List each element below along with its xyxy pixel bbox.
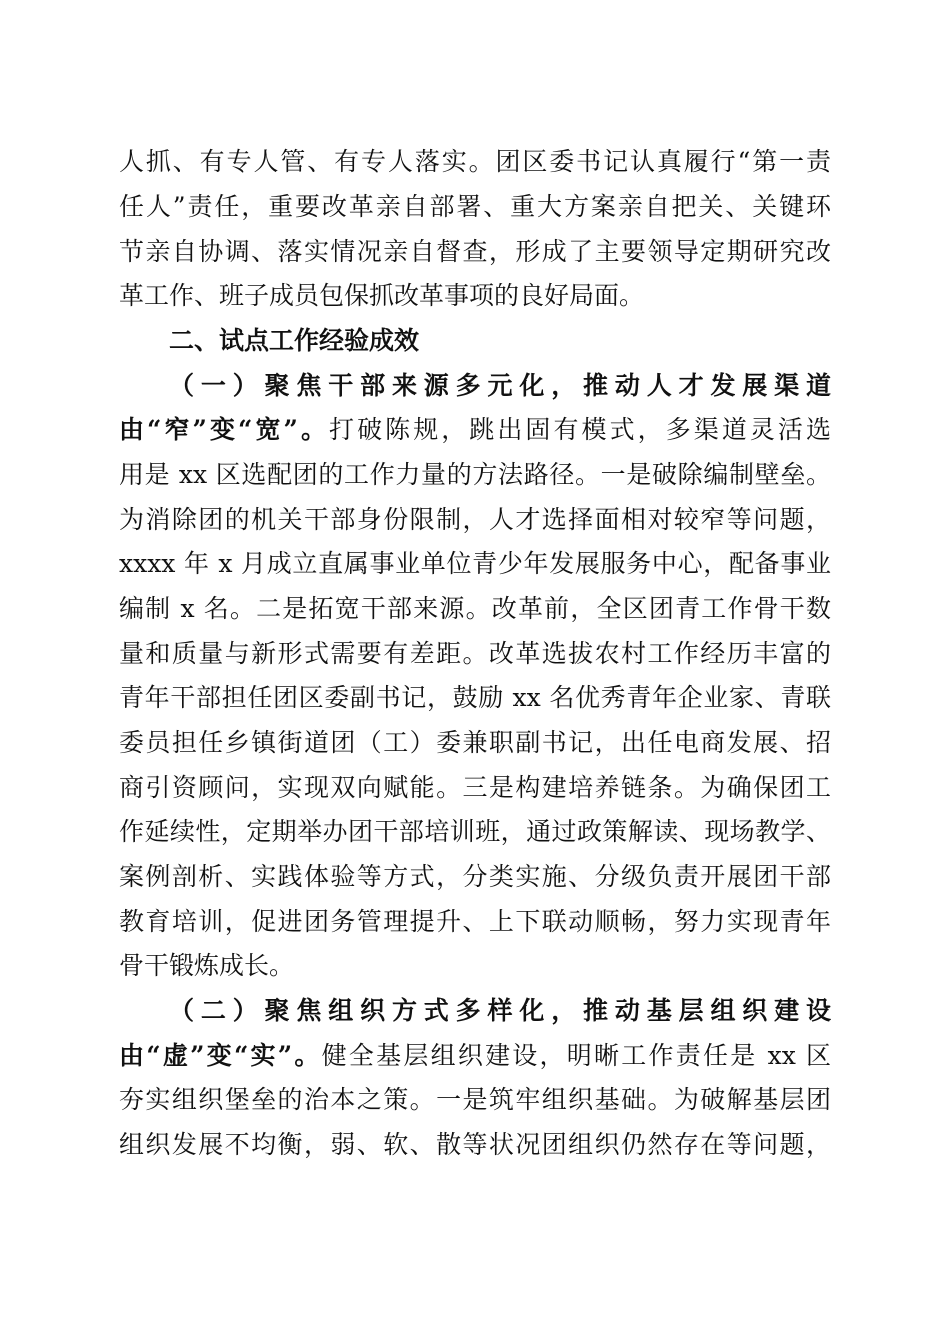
section1-line-8: 青年干部担任团区委副书记，鼓励 xx 名优秀青年企业家、青联 bbox=[119, 683, 831, 712]
section1-line-9: 委员担任乡镇街道团（工）委兼职副书记，出任电商发展、招 bbox=[119, 728, 831, 757]
section1-line-2 bbox=[119, 410, 831, 450]
section1-line-7: 量和质量与新形式需要有差距。改革选拔农村工作经历丰富的 bbox=[119, 639, 831, 668]
section1-line-6: 编制 x 名。二是拓宽干部来源。改革前，全区团青工作骨干数 bbox=[119, 594, 831, 623]
section1-line-13: 教育培训，促进团务管理提升、上下联动顺畅，努力实现青年 bbox=[119, 907, 831, 936]
section2-line-3: 夯实组织堡垒的治本之策。一是筑牢组织基础。为破解基层团 bbox=[119, 1085, 831, 1114]
section2-line-4: 组织发展不均衡，弱、软、散等状况团组织仍然存在等问题， bbox=[119, 1130, 831, 1159]
intro-line-1: 人抓、有专人管、有专人落实。团区委书记认真履行“第一责 bbox=[119, 147, 831, 176]
intro-line-4: 革工作、班子成员包保抓改革事项的良好局面。 bbox=[119, 281, 645, 310]
section1-title-line2: 由“窄”变“宽”。 bbox=[119, 415, 330, 444]
section1-line-5: xxxx 年 x 月成立直属事业单位青少年发展服务中心，配备事业 bbox=[119, 549, 831, 578]
section1-line-14: 骨干锻炼成长。 bbox=[119, 951, 295, 980]
section1-line-11: 作延续性，定期举办团干部培训班，通过政策解读、现场教学、 bbox=[119, 817, 831, 846]
section1-line2-rest: 打破陈规，跳出固有模式，多渠道灵活选 bbox=[329, 415, 831, 444]
section1-line-10: 商引资顾问，实现双向赋能。三是构建培养链条。为确保团工 bbox=[119, 773, 831, 802]
section-heading: 二、试点工作经验成效 bbox=[169, 326, 420, 355]
intro-line-2: 任人”责任，重要改革亲自部署、重大方案亲自把关、关键环 bbox=[119, 192, 831, 221]
section1-line-3: 用是 xx 区选配团的工作力量的方法路径。一是破除编制壁垒。 bbox=[119, 460, 831, 489]
section2-title-line2: 由“虚”变“实”。 bbox=[119, 1041, 322, 1070]
section2-title-line1: （二）聚焦组织方式多样化，推动基层组织建设 bbox=[169, 996, 831, 1025]
intro-line-3: 节亲自协调、落实情况亲自督查，形成了主要领导定期研究改 bbox=[119, 237, 831, 266]
section1-line-4: 为消除团的机关干部身份限制，人才选择面相对较窄等问题， bbox=[119, 505, 831, 534]
section1-title-line1: （一）聚焦干部来源多元化，推动人才发展渠道 bbox=[169, 371, 831, 400]
section1-line-12: 案例剖析、实践体验等方式，分类实施、分级负责开展团干部 bbox=[119, 862, 831, 891]
section2-line-2 bbox=[119, 1036, 831, 1076]
section2-line2-rest: 健全基层组织建设，明晰工作责任是 xx 区 bbox=[321, 1041, 831, 1070]
